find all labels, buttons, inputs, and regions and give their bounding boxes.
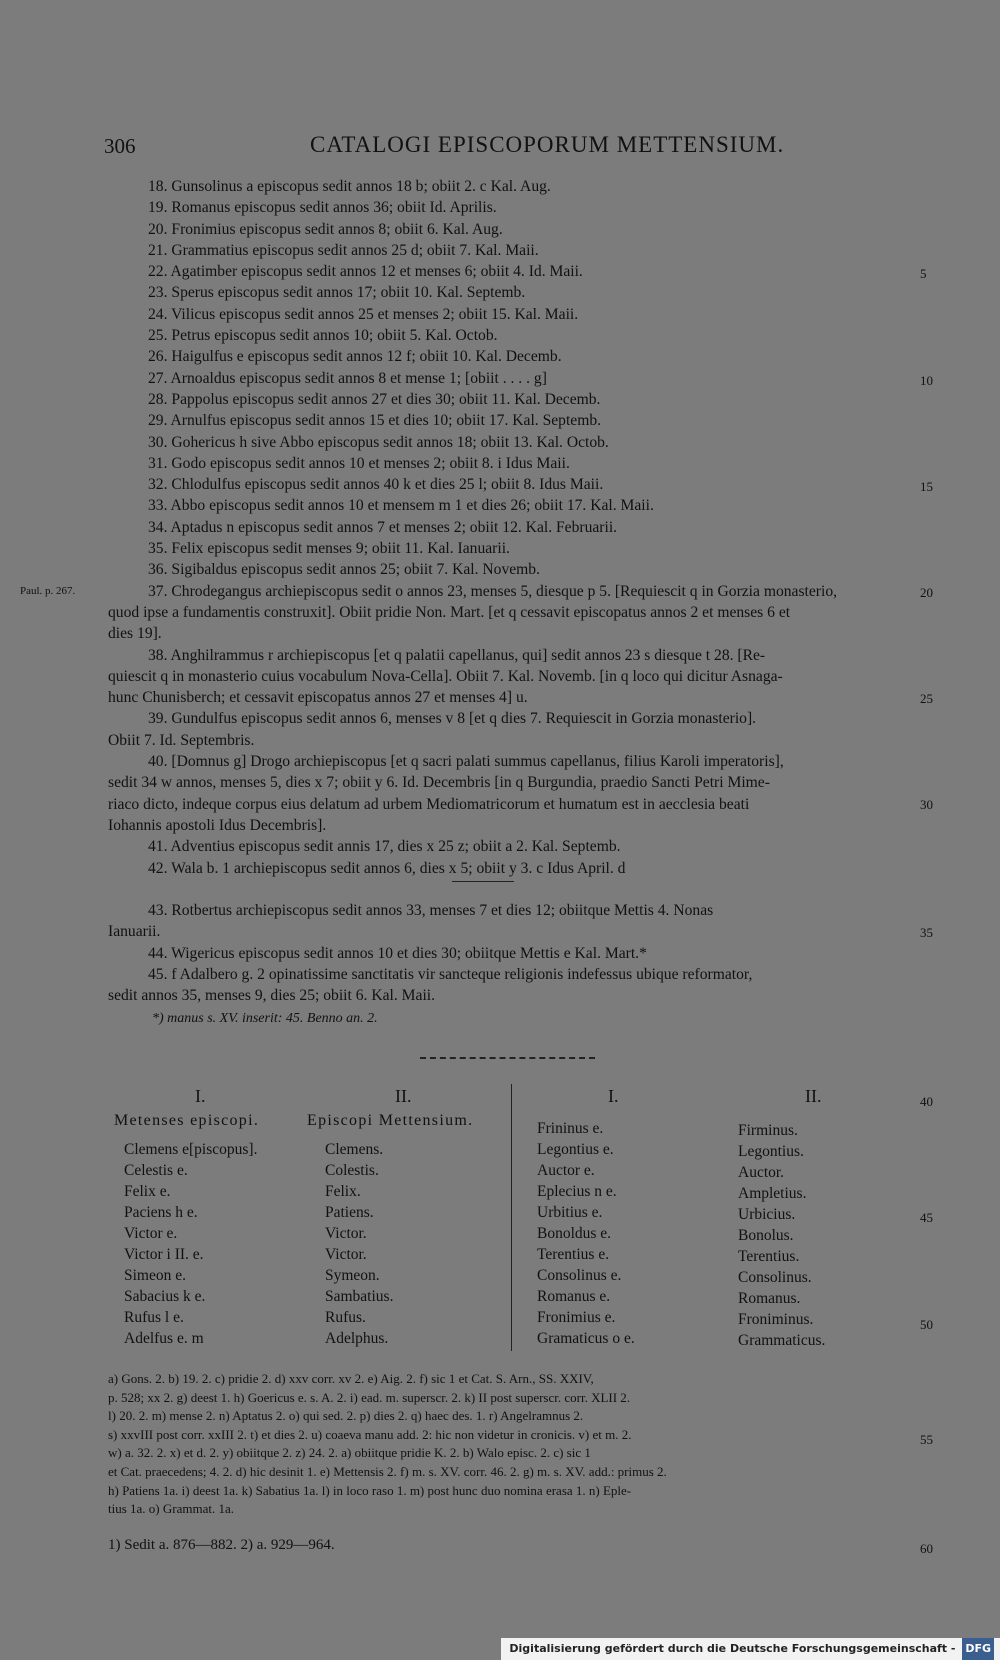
- list-item: Colestis.: [325, 1162, 379, 1179]
- list-item: Froniminus.: [738, 1311, 814, 1328]
- list-item: Consolinus e.: [537, 1267, 622, 1284]
- entry-line: 24. Vilicus episcopus sedit annos 25 et menses 2; obiit 15. Kal. Maii.: [148, 305, 579, 323]
- list-item: Victor.: [325, 1225, 367, 1242]
- entry-line: 28. Pappolus episcopus sedit annos 27 et dies 30; obiit 11. Kal. Decemb.: [148, 390, 601, 408]
- list-item: Clemens e[piscopus].: [124, 1141, 258, 1158]
- list-item: Romanus e.: [537, 1288, 611, 1305]
- list-item: Clemens.: [325, 1141, 384, 1158]
- line-number: 15: [920, 479, 933, 494]
- entry-line: Obiit 7. Id. Septembris.: [108, 731, 255, 749]
- dfg-logo: DFG: [962, 1638, 994, 1660]
- entry-line: sedit 34 w annos, menses 5, dies x 7; obiit y 6. Id. Decembris [in q Burgundia, praedio Sancti Petri Mime-: [108, 774, 770, 792]
- entry-line: 29. Arnulfus episcopus sedit annos 15 et dies 10; obiit 17. Kal. Septemb.: [148, 412, 602, 430]
- entry-line: 19. Romanus episcopus sedit annos 36; obiit Id. Aprilis.: [148, 199, 497, 217]
- entry-line: 26. Haigulfus e episcopus sedit annos 12 f; obiit 10. Kal. Decemb.: [148, 348, 562, 366]
- entry-line: 31. Godo episcopus sedit annos 10 et menses 2; obiit 8. i Idus Maii.: [148, 454, 570, 472]
- note-line: h) Patiens 1a. i) deest 1a. k) Sabatius 1a. l) in loco raso 1. m) post hunc duo nomina erasa 1. n) Eple-: [108, 1482, 632, 1498]
- list-item: Simeon e.: [124, 1267, 186, 1284]
- list-item: Felix.: [325, 1183, 361, 1200]
- entry-line: hunc Chunisberch; et cessavit episcopatus annos 27 et menses 4] u.: [108, 689, 528, 707]
- list-item: Urbicius.: [738, 1206, 796, 1223]
- note-line: a) Gons. 2. b) 19. 2. c) pridie 2. d) xxv corr. xv 2. e) Aig. 2. f) sic 1 et Cat. S. Arn., SS. XXIV,: [108, 1371, 594, 1386]
- line-number: 35: [920, 925, 933, 940]
- note-line: s) xxvIII post corr. xxIII 2. t) et dies 2. u) coaeva manu add. 2: hic non videtur in cronicis. v) et m. 2.: [108, 1426, 632, 1442]
- line-number: 55: [920, 1432, 933, 1447]
- entry-line: 43. Rotbertus archiepiscopus sedit annos 33, menses 7 et dies 12; obiitque Mettis 4. Nonas: [148, 902, 714, 920]
- list-item: Celestis e.: [124, 1162, 188, 1179]
- section-separator: [420, 1057, 595, 1061]
- entry-line: 33. Abbo episcopus sedit annos 10 et mensem m 1 et dies 26; obiit 17. Kal. Maii.: [148, 497, 654, 515]
- line-number: 5: [920, 266, 927, 281]
- line-number: 60: [920, 1541, 933, 1556]
- list-item: Frininus e.: [537, 1120, 604, 1137]
- list-item: Terentius.: [738, 1248, 800, 1265]
- list-item: Bonoldus e.: [537, 1225, 612, 1242]
- apparatus-notes: [108, 1370, 916, 1519]
- line-number: 50: [920, 1317, 933, 1332]
- list-item: Gramaticus o e.: [537, 1330, 635, 1347]
- running-title: CATALOGI EPISCOPORUM METTENSIUM.: [310, 132, 785, 157]
- left-col1-subheading: Metenses episcopi.: [114, 1112, 260, 1129]
- note-line: et Cat. praecedens; 4. 2. d) hic desinit 1. e) Mettensis 2. f) m. s. XV. corr. 46. 2. g) m. s. XV. add.: primus 2.: [108, 1463, 667, 1479]
- list-item: Legontius.: [738, 1143, 804, 1160]
- entry-line: 42. Wala b. 1 archiepiscopus sedit annos 6, dies x 5; obiit y 3. c Idus April. d: [148, 859, 626, 877]
- list-item: Terentius e.: [537, 1246, 610, 1263]
- entry-line: 35. Felix episcopus sedit menses 9; obiit 11. Kal. Ianuarii.: [148, 540, 510, 558]
- entry-line: 23. Sperus episcopus sedit annos 17; obiit 10. Kal. Septemb.: [148, 284, 526, 302]
- list-item: Symeon.: [325, 1267, 380, 1284]
- entry-line: 34. Aptadus n episcopus sedit annos 7 et menses 2; obiit 12. Kal. Februarii.: [148, 518, 618, 536]
- entry-line: 25. Petrus episcopus sedit annos 10; obiit 5. Kal. Octob.: [148, 327, 498, 345]
- list-item: Romanus.: [738, 1290, 801, 1307]
- list-item: Auctor e.: [537, 1162, 595, 1179]
- entry-line: 21. Grammatius episcopus sedit annos 25 d; obiit 7. Kal. Maii.: [148, 241, 539, 259]
- list-item: Eplecius n e.: [537, 1183, 617, 1200]
- list-item: Urbitius e.: [537, 1204, 603, 1221]
- left-col2-subheading: Episcopi Mettensium.: [307, 1112, 474, 1129]
- entry-line: 39. Gundulfus episcopus sedit annos 6, menses v 8 [et q dies 7. Requiescit in Gorzia monasterio].: [148, 710, 757, 728]
- note-line: w) a. 32. 2. x) et d. 2. y) obiitque 2. z) 24. 2. a) obiitque pridie K. 2. b) Walo episc. 2. c) sic 1: [108, 1445, 591, 1461]
- list-item: Ampletius.: [738, 1185, 807, 1202]
- entry-line: 27. Arnoaldus episcopus sedit annos 8 et mense 1; [obiit . . . . g]: [148, 369, 547, 387]
- entry-line: 18. Gunsolinus a episcopus sedit annos 18 b; obiit 2. c Kal. Aug.: [148, 178, 551, 195]
- list-item: Paciens h e.: [124, 1204, 198, 1221]
- entry-line: dies 19].: [108, 625, 162, 643]
- note-line: tius 1a. o) Grammat. 1a.: [108, 1501, 234, 1517]
- entry-line: 45. f Adalbero g. 2 opinatissime sanctitatis vir sancteque religionis indefessus ubique reformator,: [148, 965, 753, 983]
- entry-line: 37. Chrodegangus archiepiscopus sedit o annos 23, menses 5, diesque p 5. [Requiescit q in Gorzia monasterio,: [148, 582, 838, 600]
- entry-line: quiescit q in monasterio cuius vocabulum Nova-Cella]. Obiit 7. Kal. Novemb. [in q loco qui dicitur Asnaga-: [108, 667, 783, 685]
- list-item: Fronimius e.: [537, 1309, 616, 1326]
- line-number: 25: [920, 691, 933, 706]
- left-col2-list: [325, 1139, 393, 1349]
- left-col1-heading: I.: [195, 1086, 206, 1106]
- list-item: Sambatius.: [325, 1288, 394, 1305]
- list-item: Consolinus.: [738, 1269, 812, 1286]
- right-col1-heading: I.: [608, 1086, 619, 1106]
- note-line: p. 528; xx 2. g) deest 1. h) Goericus e. s. A. 2. i) ead. m. superscr. 2. k) II post superscr. corr. XLII 2.: [108, 1389, 631, 1405]
- list-item: Grammaticus.: [738, 1332, 826, 1349]
- line-number: 30: [920, 797, 933, 812]
- column-divider: [511, 1084, 512, 1351]
- right-col2-list: [738, 1120, 825, 1351]
- entry-line: 20. Fronimius episcopus sedit annos 8; obiit 6. Kal. Aug.: [148, 220, 503, 238]
- entry-line: 40. [Domnus g] Drogo archiepiscopus [et q sacri palati summus capellanus, filius Karoli imperatoris],: [148, 753, 784, 771]
- list-item: Firminus.: [738, 1122, 798, 1139]
- entry-line: Ianuarii.: [108, 923, 161, 941]
- list-item: Auctor.: [738, 1164, 785, 1181]
- list-item: Victor i II. e.: [124, 1246, 204, 1263]
- historical-footnotes: 1) Sedit a. 876—882. 2) a. 929—964.: [108, 1537, 335, 1553]
- list-item: Bonolus.: [738, 1227, 794, 1244]
- entry-line: 44. Wigericus episcopus sedit annos 10 et dies 30; obiitque Mettis e Kal. Mart.*: [148, 944, 647, 962]
- list-item: Rufus l e.: [124, 1309, 184, 1326]
- right-col1-list: [537, 1118, 635, 1349]
- star-footnote: *) manus s. XV. inserit: 45. Benno an. 2.: [152, 1011, 378, 1026]
- right-col2-heading: II.: [805, 1086, 822, 1106]
- section-divider: [452, 881, 514, 882]
- entry-line: 32. Chlodulfus episcopus sedit annos 40 k et dies 25 l; obiit 8. Idus Maii.: [148, 476, 604, 494]
- line-number: 40: [920, 1094, 933, 1109]
- entry-line: 41. Adventius episcopus sedit annis 17, dies x 25 z; obiit a 2. Kal. Septemb.: [148, 838, 621, 856]
- list-item: Victor e.: [124, 1225, 178, 1242]
- entry-line: riaco dicto, indeque corpus eius delatum ad urbem Mediomatricorum et humatum est in aecclesia beati: [108, 795, 750, 813]
- entry-line: 30. Gohericus h sive Abbo episcopus sedit annos 18; obiit 13. Kal. Octob.: [148, 433, 609, 451]
- page-number: 306: [104, 134, 136, 158]
- entry-line: 38. Anghilrammus r archiepiscopus [et q palatii capellanus, qui] sedit annos 23 s diesque t 28. [Re-: [148, 646, 766, 664]
- line-number: 10: [920, 373, 933, 388]
- list-item: Patiens.: [325, 1204, 374, 1221]
- digitization-credit: [501, 1638, 1000, 1660]
- credit-text: Digitalisierung gefördert durch die Deutsche Forschungsgemeinschaft -: [509, 1642, 956, 1655]
- left-col1-list: [124, 1139, 257, 1349]
- list-item: Sabacius k e.: [124, 1288, 206, 1305]
- list-item: Rufus.: [325, 1309, 366, 1326]
- entry-line: 36. Sigibaldus episcopus sedit annos 25; obiit 7. Kal. Novemb.: [148, 561, 540, 579]
- left-col2-heading: II.: [395, 1086, 412, 1106]
- entry-line: 22. Agatimber episcopus sedit annos 12 et menses 6; obiit 4. Id. Maii.: [148, 263, 583, 281]
- list-item: Victor.: [325, 1246, 367, 1263]
- line-number: 20: [920, 585, 933, 600]
- entry-line: sedit annos 35, menses 9, dies 25; obiit 6. Kal. Maii.: [108, 987, 436, 1005]
- list-item: Legontius e.: [537, 1141, 614, 1158]
- entry-line: Iohannis apostoli Idus Decembris].: [108, 816, 327, 834]
- margin-source-note: Paul. p. 267.: [20, 585, 76, 597]
- note-line: l) 20. 2. m) mense 2. n) Aptatus 2. o) qui sed. 2. p) dies 2. q) haec des. 1. r) Angelramnus 2.: [108, 1408, 584, 1424]
- list-item: Felix e.: [124, 1183, 171, 1200]
- list-item: Adelfus e. m: [124, 1330, 204, 1347]
- entry-line: quod ipse a fundamentis construxit]. Obiit pridie Non. Mart. [et q cessavit episcopatus annos 2 et menses 6 et: [108, 603, 791, 621]
- line-number: 45: [920, 1210, 933, 1225]
- list-item: Adelphus.: [325, 1330, 389, 1347]
